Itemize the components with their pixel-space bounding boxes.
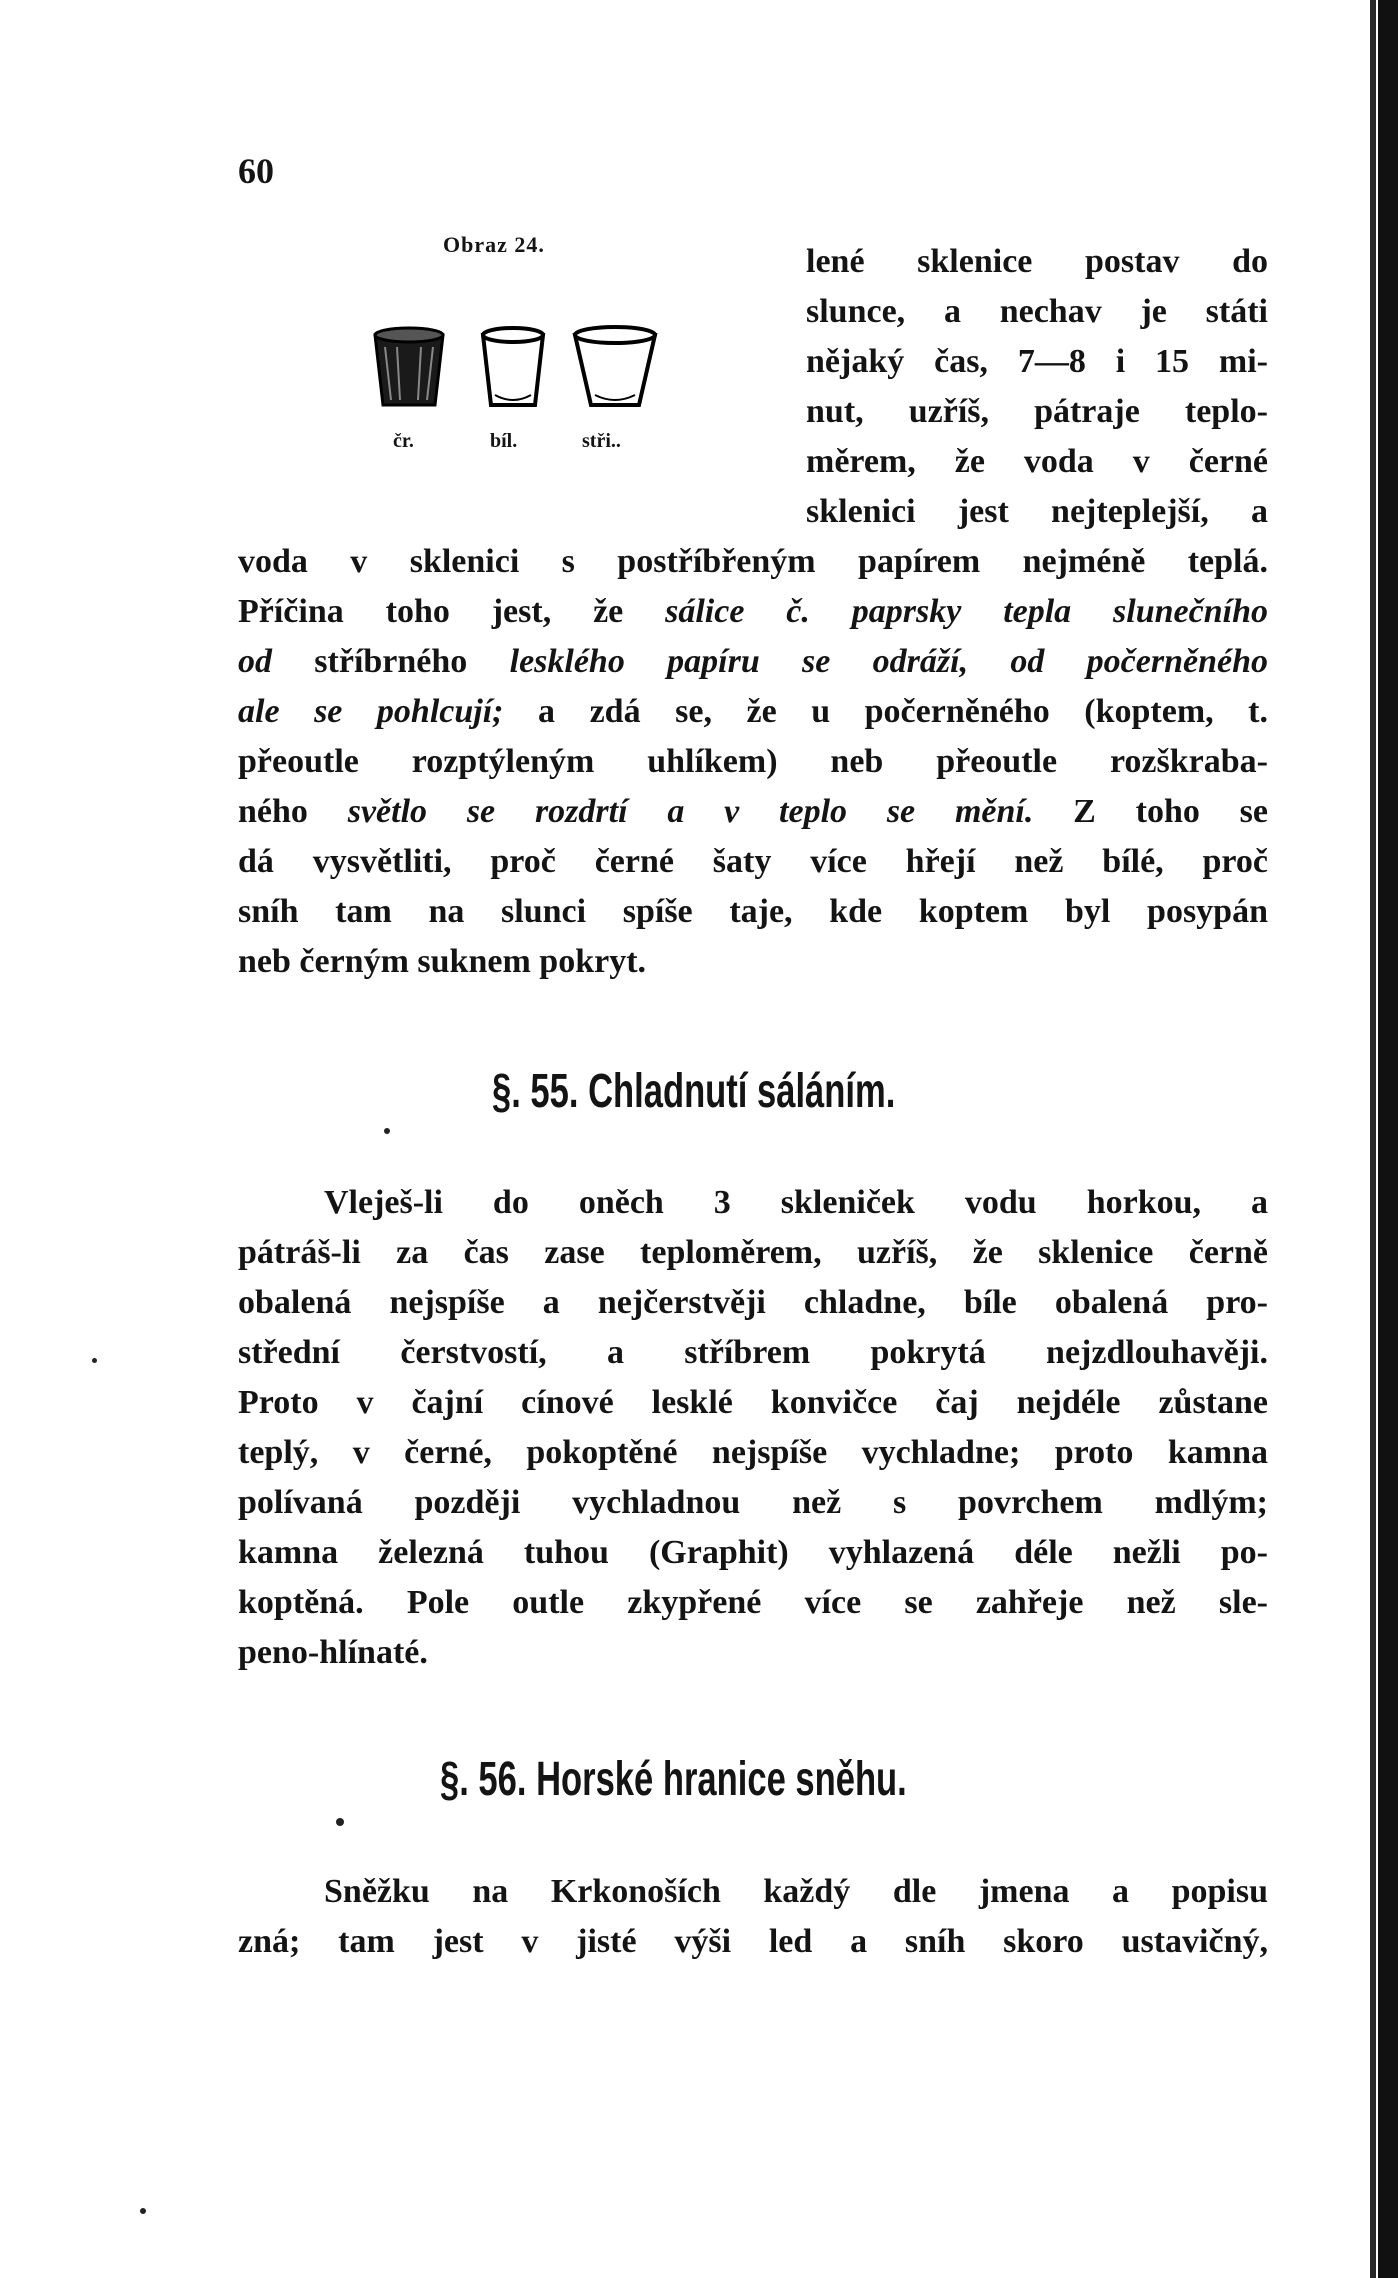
text-line: nějaký čas, 7—8 i 15 mi- [806,343,1268,380]
text-line: přeoutle rozptýleným uhlíkem) neb přeoutle rozškraba- [238,743,1268,780]
text-line: kamna železná tuhou (Graphit) vyhlazená déle nežli po- [238,1534,1268,1571]
cup-label-white: bíl. [490,430,518,452]
ink-speck [336,1818,344,1826]
text-line: teplý, v černé, pokoptěné nejspíše vychladne; proto kamna [238,1434,1268,1471]
white-cup-illustration [483,328,543,405]
text-line: Proto v čajní cínové lesklé konvičce čaj nejdéle zůstane [238,1384,1268,1421]
section-heading-55: §. 55. Chladnutí sáláním. [492,1065,896,1118]
text-line: sníh tam na slunci spíše taje, kde koptem byl posypán [238,893,1268,930]
silver-cup-illustration [575,327,655,405]
page-edge [1378,0,1398,2278]
black-cup-illustration [375,328,443,405]
ink-speck [92,1358,97,1363]
text-line: slunce, a nechav je státi [806,293,1268,330]
text-line: ale se pohlcují; a zdá se, že u počerněného (koptem, t. [238,693,1269,730]
text-line: dá vysvětliti, proč černé šaty více hřejí než bílé, proč [238,843,1268,880]
text-line: nut, uzříš, pátraje teplo- [806,393,1268,430]
text-line: peno-hlínaté. [238,1634,428,1671]
text-line: voda v sklenici s postříbřeným papírem nejméně teplá. [238,543,1268,580]
cup-label-silver: stři.. [582,430,621,452]
text-line: sklenici jest nejteplejší, a [806,493,1268,530]
text-line: ného světlo se rozdrtí a v teplo se mění. Z toho se [238,793,1268,830]
paragraph-1 [238,537,1268,987]
text-line: koptěná. Pole outle zkypřené více se zahřeje než sle- [238,1584,1268,1621]
paragraph-2 [238,1178,1268,1678]
page-edge-shadow [1370,0,1376,2278]
page-number: 60 [238,151,274,191]
text-line: Sněžku na Krkonoších každý dle jmena a popisu [324,1873,1268,1910]
ink-speck [140,2208,146,2214]
text-line: měrem, že voda v černé [806,443,1268,480]
text-line: obalená nejspíše a nejčerstvěji chladne, bíle obalená pro- [238,1284,1268,1321]
text-line: polívaná později vychladnou než s povrchem mdlým; [238,1484,1268,1521]
cup-label-black: čr. [393,430,414,452]
text-line: od stříbrného lesklého papíru se odráží, od počerněného [238,643,1269,680]
section-heading-56: §. 56. Horské hranice sněhu. [440,1753,907,1806]
text-line: Příčina toho jest, že sálice č. paprsky tepla slunečního [238,593,1268,630]
figure-caption: Obraz 24. [443,232,545,257]
text-line: Vleješ-li do oněch 3 skleniček vodu horkou, a [324,1184,1268,1221]
text-line: střední čerstvostí, a stříbrem pokrytá nejzdlouhavěji. [238,1334,1268,1371]
text-line: lené sklenice postav do [806,243,1268,280]
paragraph-3 [238,1867,1268,1967]
text-line: zná; tam jest v jisté výši led a sníh skoro ustavičný, [238,1923,1268,1960]
wrapped-text-block [806,237,1268,537]
text-line: pátráš-li za čas zase teploměrem, uzříš, že sklenice černě [238,1234,1268,1271]
ink-speck [384,1128,390,1134]
text-line: neb černým suknem pokryt. [238,943,647,980]
